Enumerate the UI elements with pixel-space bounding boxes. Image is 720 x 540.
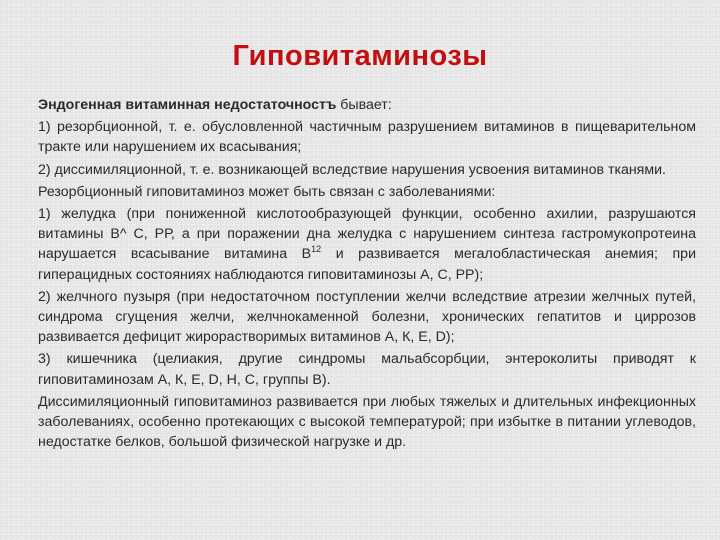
stomach-text-part1: 1) желудка (при пониженной кислотообразующей функции, особенно ахилии, разрушаются витамины В^ С, РР, а при поражении дна желудка с нарушением синтеза гастромукопротеина нарушается всасывание витамина В xyxy=(38,206,696,263)
intro-text: бывает: xyxy=(336,97,392,113)
intro-term: Эндогенная витаминная недостаточностъ xyxy=(38,97,337,113)
paragraph-resorption-type: 1) резорбционной, т. е. обусловленной частичным разрушением витаминов в пищеварительном тракте или нарушением их всасывания; xyxy=(38,119,696,156)
paragraph-resorption-intro: Резорбционный гиповитаминоз может быть связан с заболеваниями: xyxy=(38,183,496,200)
vitamin-b12-superscript: 12 xyxy=(311,244,322,255)
paragraph-dissimilation-type: 2) диссимиляционной, т. е. возникающей вследствие нарушения усвоения витаминов тканями. xyxy=(38,161,666,178)
slide-body xyxy=(38,95,696,452)
paragraph-intestine: 3) кишечника (целиакия, другие синдромы мальабсорбции, энтероколиты приводят к гиповитаминозам А, К, Е, D, Н, С, группы В). xyxy=(38,351,696,388)
intro-paragraph xyxy=(38,95,696,115)
slide-title: Гиповитаминозы xyxy=(232,40,488,72)
stomach-text-part2: и развивается мегалобластическая анемия; при гиперацидных состояниях наблюдаются гиповитаминозы А, С, РР); xyxy=(38,246,697,283)
paragraph-gallbladder: 2) желчного пузыря (при недостаточном поступлении желчи вследствие атрезии желчных путей, синдрома сгущения желчи, желчнокаменной болезни, хронических гепатитов и циррозов развивается дефицит жирорастворимых витаминов А, К, Е, D); xyxy=(38,288,696,346)
paragraph-dissimilation: Диссимиляционный гиповитаминоз развивается при любых тяжелых и длительных инфекционных заболеваниях, особенно протекающих с высокой температурой; при избытке в питании углеводов, недостатке белков, большой физической нагрузке и др. xyxy=(38,393,696,451)
paragraph-stomach xyxy=(38,204,696,285)
